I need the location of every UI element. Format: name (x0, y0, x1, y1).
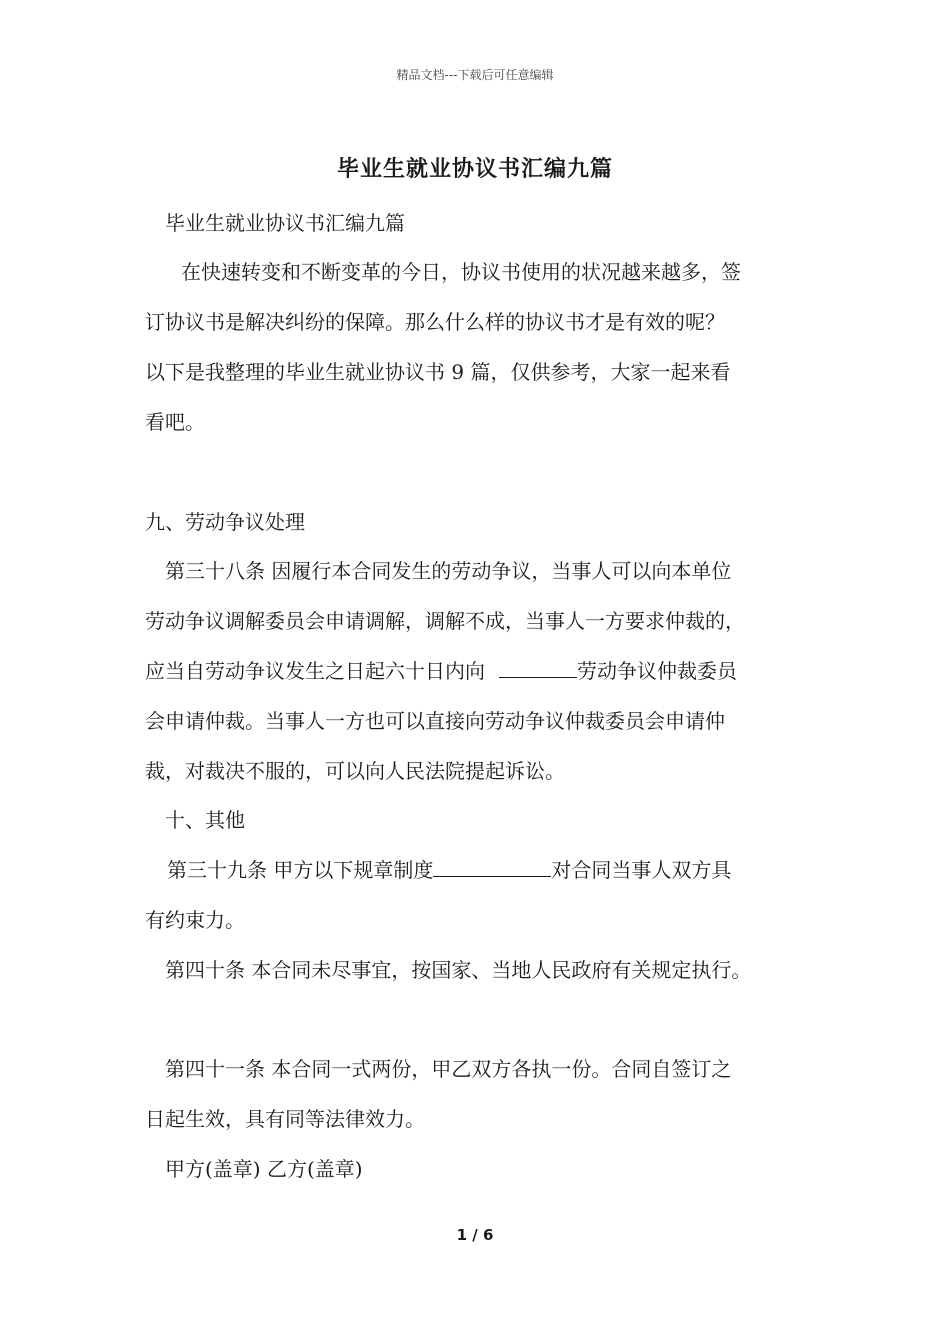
article-38-line-3-tail: 劳动争议仲裁委员 (577, 659, 737, 683)
article-41-line-1: 第四十一条 本合同一式两份，甲乙双方各执一份。合同自签订之 (165, 1057, 732, 1081)
subtitle-line: 毕业生就业协议书汇编九篇 (165, 211, 405, 235)
article-39-line-1 (145, 856, 847, 884)
article-39-line-1-tail: 对合同当事人双方具 (551, 858, 732, 882)
article-38-line-3 (145, 657, 825, 685)
section-heading-9: 九、劳动争议处理 (145, 510, 305, 534)
fill-in-blank[interactable] (433, 856, 551, 877)
page-number: 1 / 6 (456, 1226, 494, 1244)
intro-line-1: 在快速转变和不断变革的今日，协议书使用的状况越来越多，签 (181, 260, 741, 284)
article-40-line: 第四十条 本合同未尽事宜，按国家、当地人民政府有关规定执行。 (165, 958, 752, 982)
intro-line-2: 订协议书是解决纠纷的保障。那么什么样的协议书才是有效的呢？ (145, 310, 725, 334)
article-38-line-4: 会申请仲裁。当事人一方也可以直接向劳动争议仲裁委员会申请仲 (145, 709, 725, 733)
article-39-line-1-text: 第三十九条 甲方以下规章制度 (167, 858, 434, 882)
article-41-line-2: 日起生效，具有同等法律效力。 (145, 1107, 425, 1131)
page-header: 精品文档---下载后可任意编辑 (396, 68, 554, 82)
article-38-line-1: 第三十八条 因履行本合同发生的劳动争议，当事人可以向本单位 (165, 559, 732, 583)
article-38-line-2: 劳动争议调解委员会申请调解，调解不成，当事人一方要求仲裁的， (145, 609, 745, 633)
article-38-line-3-text: 应当自劳动争议发生之日起六十日内向 (145, 659, 485, 683)
signature-line: 甲方(盖章) 乙方(盖章) (165, 1157, 363, 1181)
fill-in-blank[interactable] (499, 657, 577, 678)
intro-line-4: 看吧。 (145, 410, 205, 434)
article-38-line-5: 裁，对裁决不服的，可以向人民法院提起诉讼。 (145, 759, 565, 783)
section-heading-10: 十、其他 (165, 808, 245, 832)
article-39-line-2: 有约束力。 (145, 908, 245, 932)
intro-line-3: 以下是我整理的毕业生就业协议书 9 篇，仅供参考，大家一起来看 (145, 360, 731, 384)
document-title: 毕业生就业协议书汇编九篇 (336, 156, 613, 182)
